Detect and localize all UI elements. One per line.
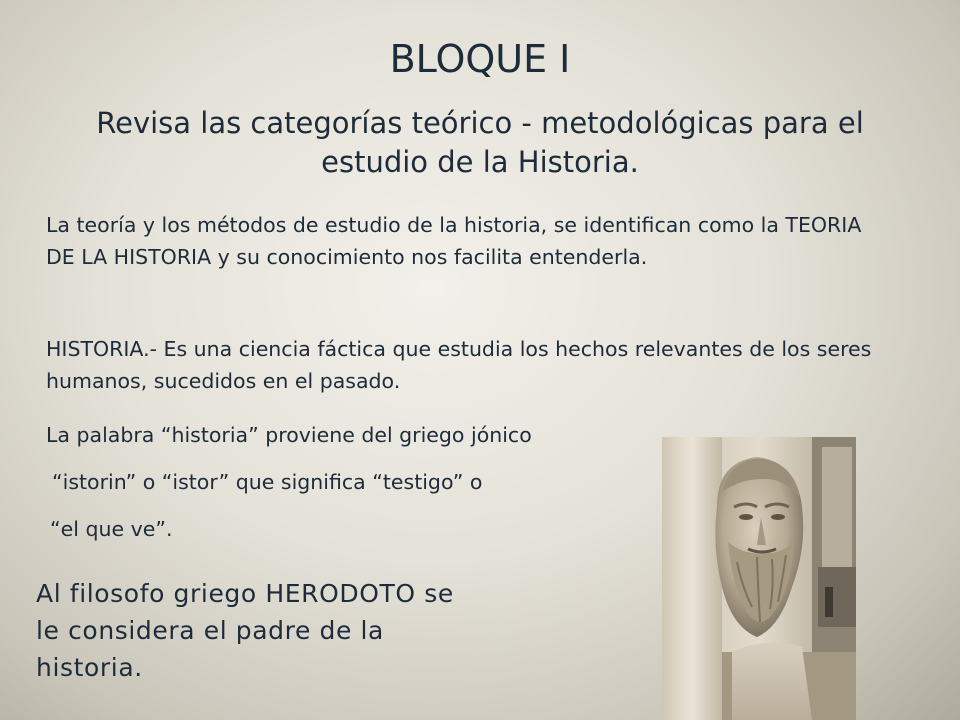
etimologia-line-2: “istorin” o “istor” que significa “testigo” o xyxy=(52,470,483,494)
paragraph-historia-definicion: HISTORIA.- Es una ciencia fáctica que estudia los hechos relevantes de los seres humanos, sucedidos en el pasado. xyxy=(46,337,872,393)
paragraph-teoria: La teoría y los métodos de estudio de la historia, se identifican como la TEORIA DE LA HISTORIA y su conocimiento nos facilita entenderla. xyxy=(46,213,862,269)
slide-subtitle: Revisa las categorías teórico - metodológicas para el estudio de la Historia. xyxy=(96,106,864,179)
herodoto-caption: Al filosofo griego HERODOTO se le considera el padre de la historia. xyxy=(36,579,454,682)
herodotus-bust-photo xyxy=(662,437,856,720)
etimologia-line-1: La palabra “historia” proviene del griego jónico xyxy=(46,423,532,447)
etimologia-line-3: “el que ve”. xyxy=(50,517,173,541)
slide-title: BLOQUE I xyxy=(389,37,571,81)
paragraph-etimologia xyxy=(46,419,646,560)
